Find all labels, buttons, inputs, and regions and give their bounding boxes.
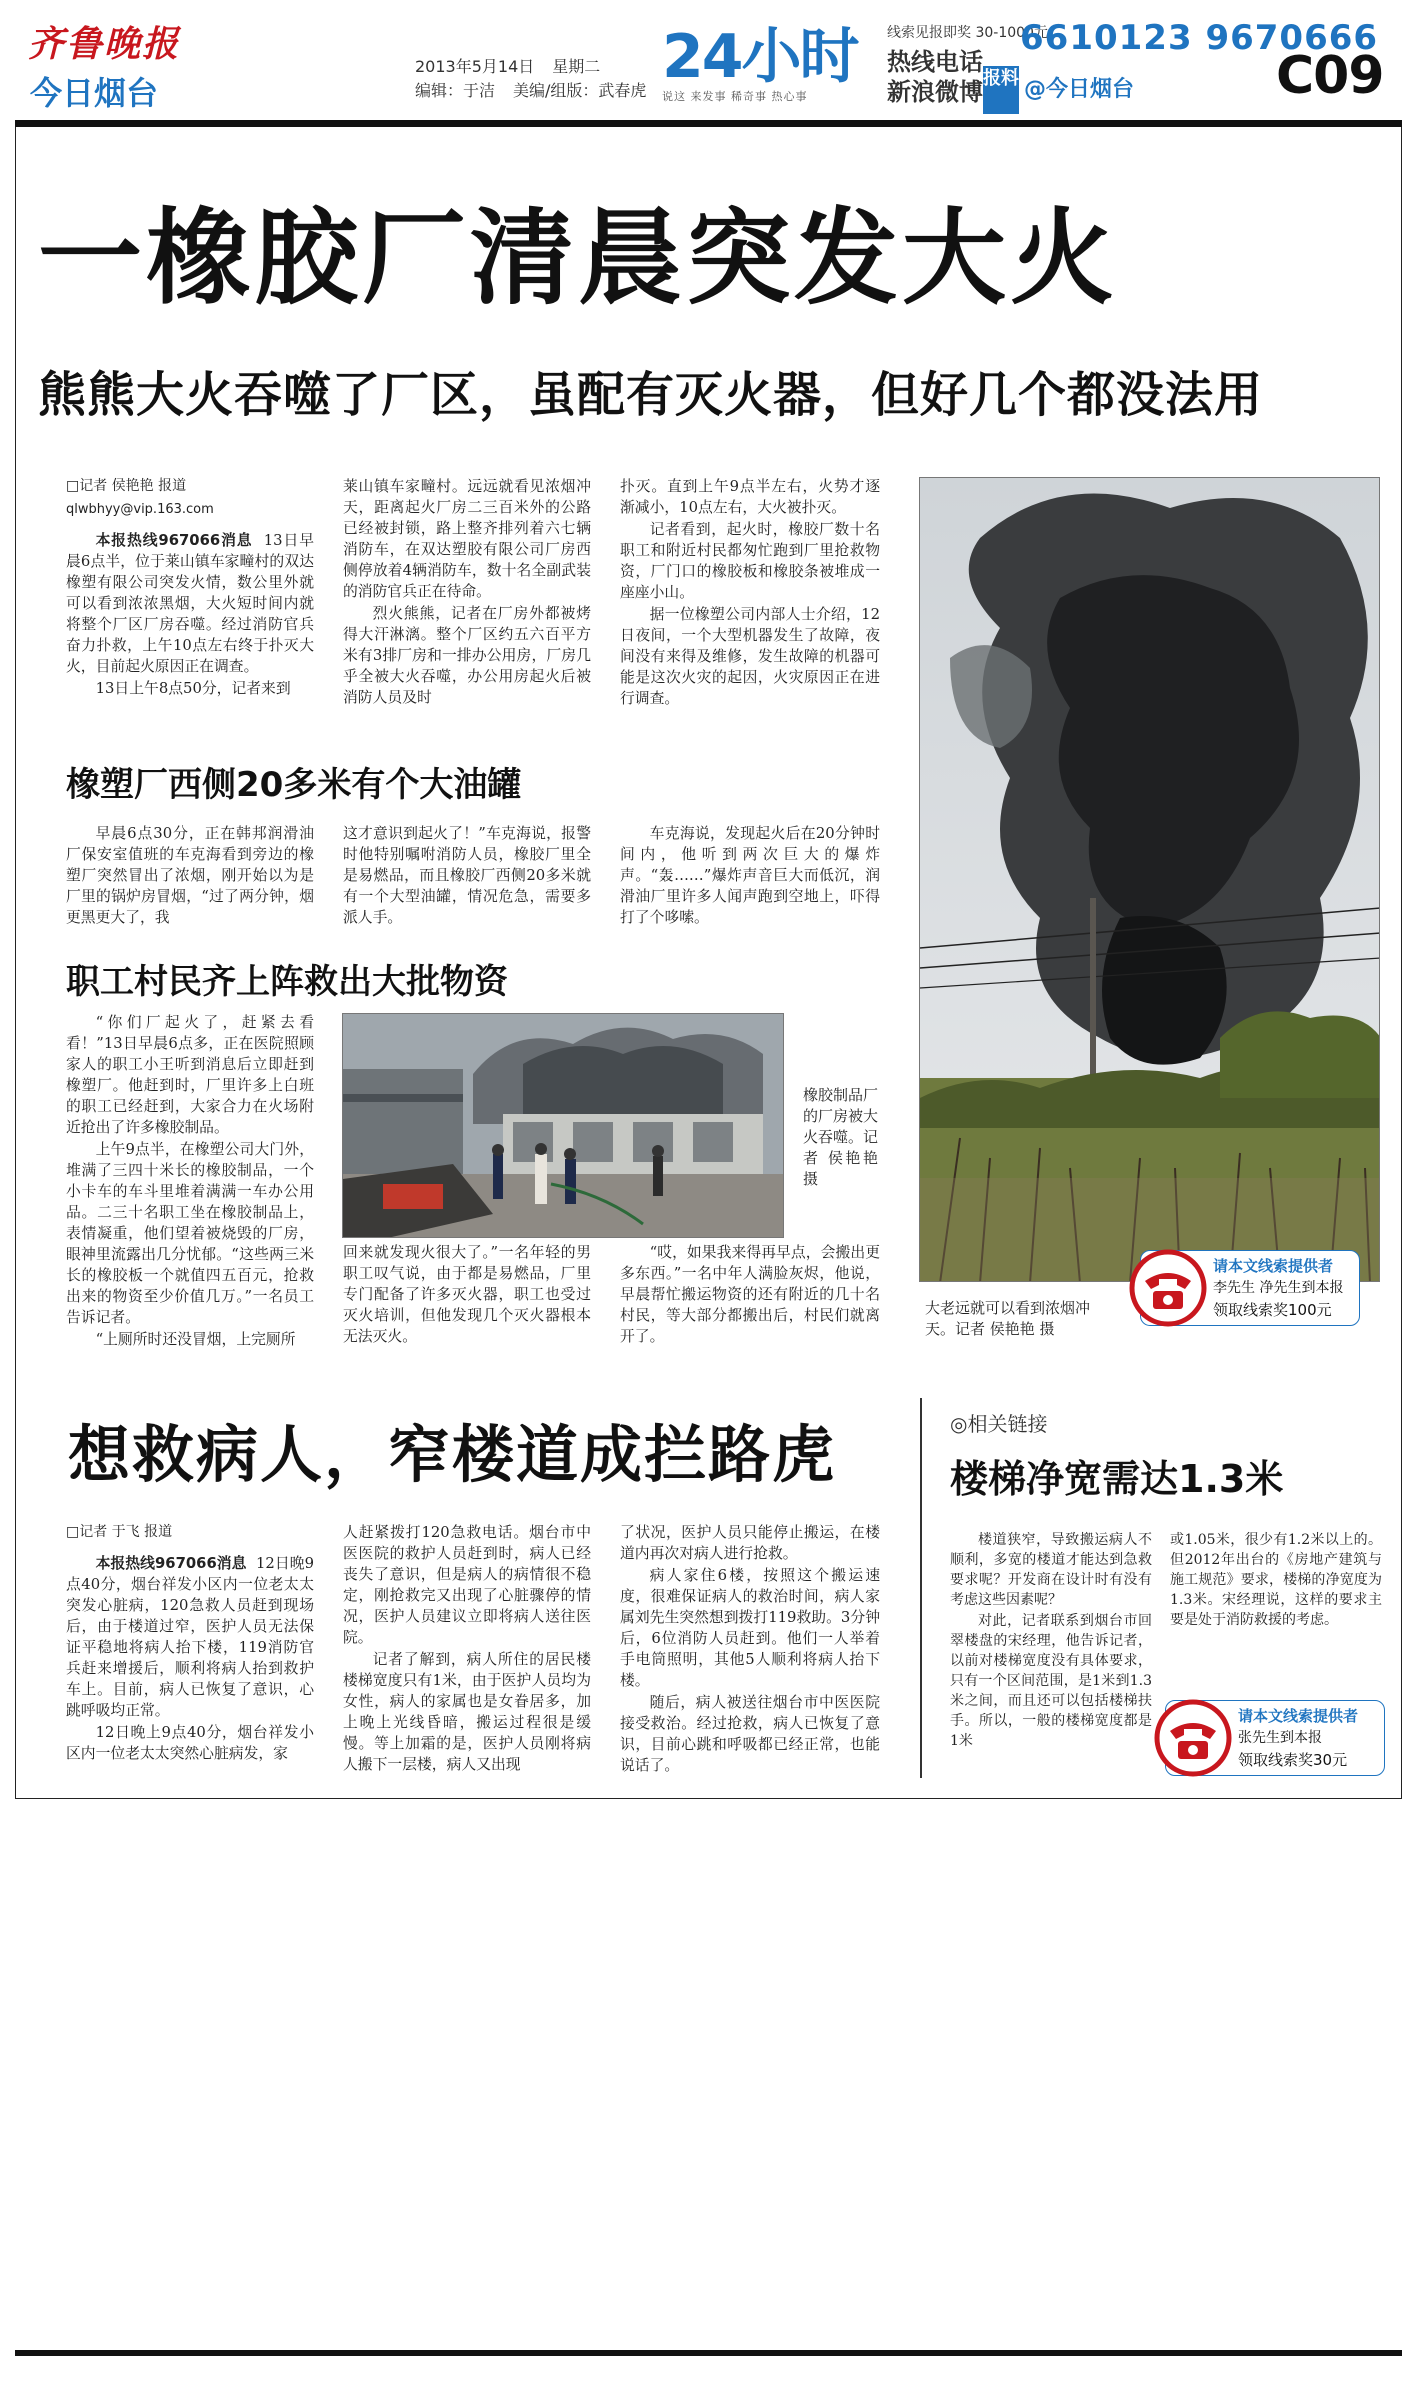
tip-reward: 领取线索奖100元 — [1213, 1301, 1332, 1319]
top-rule — [15, 120, 1402, 127]
masthead — [0, 0, 1417, 120]
main-photo-caption: 大老远就可以看到浓烟冲天。记者 侯艳艳 摄 — [925, 1299, 1091, 1338]
issue-meta — [415, 55, 664, 103]
story2-paragraph — [66, 1553, 314, 1721]
hotline-note: 线索见报即奖 30-1000元 — [887, 25, 1048, 41]
fire-smoke-photo — [919, 477, 1380, 1282]
section-logo-text: 24小时 — [662, 22, 858, 92]
sub1-paragraph: 车克海说，发现起火后在20分钟时间内，他听到两次巨大的爆炸声。“轰……”爆炸声音巨大而低沉，润滑油厂里许多人闻声跑到空地上，吓得打了个哆嗦。 — [620, 825, 880, 926]
story2-column-1 — [66, 1522, 314, 1765]
section-logo-slogan: 说这 来发事 稀奇事 热心事 — [662, 90, 808, 103]
story1-column-2 — [343, 476, 591, 709]
related-paragraph: 或1.05米，很少有1.2米以上的。但2012年出台的《房地产建筑与施工规范》要求，楼梯的净宽度为1.3米。宋经理说，这样的要求主要是处于消防救援的考虑。 — [1170, 1532, 1382, 1628]
tip-name: 李先生 净先生到本报 — [1213, 1280, 1344, 1296]
weibo-handle: @今日烟台 — [1024, 77, 1135, 102]
story1-paragraph: 莱山镇车家疃村。远远就看见浓烟冲天，距离起火厂房二三百米外的公路已经被封锁，路上整齐排列着六七辆消防车，在双达塑胶有限公司厂房西侧停放着4辆消防车，数十名全副武装的消防官兵正在待命。 — [343, 478, 591, 600]
tip-title: 请本文线索提供者 — [1213, 1257, 1334, 1275]
tip-reward: 领取线索奖30元 — [1238, 1751, 1348, 1769]
story1-paragraph: 13日上午8点50分，记者来到 — [95, 680, 291, 697]
story1-paragraph: 据一位橡塑公司内部人士介绍，12日夜间，一个大型机器发生了故障，夜间没有来得及维修，发生故障的机器可能是这次火灾的起因，火灾原因正在进行调查。 — [620, 606, 880, 707]
sub2-column-3 — [620, 1242, 880, 1348]
sidebar-divider — [920, 1398, 922, 1778]
story1-column-1 — [66, 476, 314, 700]
hotline-numbers: 6610123 9670666 — [1020, 18, 1379, 58]
tip-name: 张先生到本报 — [1238, 1730, 1322, 1746]
related-paragraph: 楼道狭窄，导致搬运病人不顺利，多宽的楼道才能达到急救要求呢？开发商在设计时有没有考虑这些因素呢？ — [950, 1532, 1152, 1608]
section-logo-24h — [662, 22, 858, 104]
related-link-title: 楼梯净宽需达1.3米 — [950, 1457, 1284, 1501]
story1-byline: □记者 侯艳艳 报道 — [66, 478, 187, 494]
issue-date: 2013年5月14日 — [415, 57, 535, 76]
related-column-1 — [950, 1530, 1152, 1752]
sub2-paragraph: “上厕所时还没冒烟，上完厕所 — [95, 1331, 296, 1348]
inset-photo-caption: 橡胶制品厂的厂房被大火吞噬。记者 侯艳艳 摄 — [803, 1086, 879, 1188]
story1-lead: 本报热线967066消息 — [95, 532, 253, 549]
related-paragraph: 对此，记者联系到烟台市回翠楼盘的宋经理，他告诉记者，以前对楼梯宽度没有具体要求，只有一个区间范围，是1米到1.3米之间，而且还可以包括楼梯扶手。所以，一般的楼梯宽度都是1米 — [950, 1613, 1152, 1749]
story2-paragraph: 了状况，医护人员只能停止搬运，在楼道内再次对病人进行抢救。 — [620, 1524, 880, 1562]
subsection-title-oil-tank: 橡塑厂西侧20多米有个大油罐 — [66, 765, 522, 805]
main-subhead: 熊熊大火吞噬了厂区，虽配有灭火器，但好几个都没法用 — [38, 367, 1264, 423]
section-name: 今日烟台 — [30, 74, 159, 112]
sub1-paragraph: 早晨6点30分，正在韩邦润滑油厂保安室值班的车克海看到旁边的橡塑厂突然冒出了浓烟，刚开始以为是厂里的锅炉房冒烟，“过了两分钟，烟更黑更大了，我 — [66, 825, 314, 926]
sub2-column-2 — [343, 1242, 591, 1348]
story1-email: qlwbhyy@vip.163.com — [66, 502, 214, 517]
sub1-column-1 — [66, 823, 314, 929]
newspaper-logo: 齐鲁晚报 — [28, 23, 181, 65]
bottom-rule — [15, 2350, 1402, 2356]
issue-weekday: 星期二 — [552, 57, 601, 76]
story1-paragraph — [66, 530, 314, 677]
related-link-tag: ◎相关链接 — [950, 1412, 1048, 1436]
phone-reward-icon — [1152, 1697, 1234, 1779]
weibo-label: 新浪微博 — [887, 78, 983, 106]
tip-title: 请本文线索提供者 — [1238, 1707, 1359, 1725]
subsection-title-rescue: 职工村民齐上阵救出大批物资 — [66, 962, 508, 1002]
story2-paragraph: 记者了解到，病人所住的居民楼楼梯宽度只有1米，由于医护人员均为女性，病人的家属也是女眷居多，加上晚上光线昏暗，搬运过程很是缓慢。等上加霜的是，医护人员刚将病人搬下一层楼，病人又出现 — [343, 1651, 591, 1773]
story2-paragraph: 病人家住6楼，按照这个搬运速度，很难保证病人的救治时间，病人家属刘先生突然想到拨打119救助。3分钟后，6位消防人员赶到。他们一人举着手电筒照明，其他5人顺利将病人抬下楼。 — [620, 1567, 880, 1689]
sub1-column-3 — [620, 823, 880, 929]
art-editor-credit: 美编/组版：武春虎 — [513, 81, 647, 100]
story2-paragraph: 人赶紧拨打120急救电话。烟台市中医医院的救护人员赶到时，病人已经丧失了意识，但是病人的病情很不稳定，刚抢救完又出现了心脏骤停的情况，医护人员建议立即将病人送往医院。 — [343, 1524, 591, 1646]
story1-paragraph: 扑灭。直到上午9点半左右，火势才逐渐减小，10点左右，大火被扑灭。 — [620, 478, 880, 516]
phone-reward-icon — [1127, 1247, 1209, 1329]
sub2-paragraph: “你们厂起火了，赶紧去看看！”13日早晨6点多，正在医院照顾家人的职工小王听到消息后立即赶到橡塑厂。他赶到时，厂里许多上白班的职工已经赶到，大家合力在火场附近抢出了许多橡胶制品。 — [66, 1014, 314, 1136]
factory-rescue-photo — [342, 1013, 784, 1238]
editor-credit: 编辑：于洁 — [415, 81, 496, 100]
tip-reward-box-2 — [1165, 1700, 1385, 1776]
factory-rescue-photo-art — [343, 1014, 784, 1238]
story2-column-2 — [343, 1522, 591, 1776]
story1-column-3 — [620, 476, 880, 710]
sub2-paragraph: “哎，如果我来得再早点，会搬出更多东西。”一名中年人满脸灰烬，他说，早晨帮忙搬运物资的还有附近的几十名村民，等大部分都搬出后，村民们就离开了。 — [620, 1244, 880, 1345]
story1-paragraph: 记者看到，起火时，橡胶厂数十名职工和附近村民都匆忙跑到厂里抢救物资，厂门口的橡胶板和橡胶条被堆成一座座小山。 — [620, 521, 880, 601]
story2-text: 12日晚9点40分，烟台祥发小区内一位老太太突发心脏病，120急救人员赶到现场后，由于楼道过窄，医护人员无法保证平稳地将病人抬下楼，119消防官兵赶来增援后，顺利将病人抬到救护车上。目前，病人已恢复了意识，心跳呼吸均正常。 — [66, 1555, 314, 1719]
sub2-paragraph: 上午9点半，在橡塑公司大门外，堆满了三四十米长的橡胶制品，一个小卡车的车斗里堆着满满一车办公用品。二三十名职工坐在橡胶制品上，表情凝重，他们望着被烧毁的厂房，眼神里流露出几分忧郁。“这些两三米长的橡胶板一个就值四五百元，抢救出来的物资至少价值几万。”一名员工告诉记者。 — [66, 1141, 314, 1326]
story2-paragraph: 12日晚上9点40分，烟台祥发小区内一位老太太突然心脏病发，家 — [66, 1724, 314, 1762]
related-column-2 — [1170, 1530, 1382, 1631]
page-number: C09 — [1276, 46, 1384, 106]
story2-column-3 — [620, 1522, 880, 1777]
hotline-label: 热线电话 — [887, 48, 983, 76]
sub2-column-1 — [66, 1012, 314, 1351]
sub2-paragraph: 回来就发现火很大了。”一名年轻的男职工叹气说，由于都是易燃品，厂里专门配备了许多灭火器，职工也受过灭火培训，但他发现几个灭火器根本无法灭火。 — [343, 1244, 591, 1345]
story1-text: 13日早晨6点半，位于莱山镇车家疃村的双达橡塑有限公司突发火情，数公里外就可以看到浓浓黑烟，大火短时间内就将整个厂区厂房吞噬。经过消防官兵奋力扑救，上午10点左右终于扑灭大火，目前起火原因正在调查。 — [66, 532, 314, 675]
second-headline: 想救病人，窄楼道成拦路虎 — [68, 1418, 837, 1491]
sub1-column-2 — [343, 823, 591, 929]
fire-smoke-photo-art — [920, 478, 1380, 1282]
story1-paragraph: 烈火熊熊，记者在厂房外都被烤得大汗淋漓。整个厂区约五六百平方米有3排厂房和一排办公用房，厂房几乎全被大火吞噬，办公用房起火后被消防人员及时 — [343, 605, 591, 706]
story2-lead: 本报热线967066消息 — [95, 1555, 247, 1572]
tip-reward-box-1 — [1140, 1250, 1360, 1326]
story2-paragraph: 随后，病人被送往烟台市中医医院接受救治。经过抢救，病人已恢复了意识，目前心跳和呼吸都已经正常，也能说话了。 — [620, 1694, 880, 1774]
baoliao-badge: 报料 — [983, 66, 1019, 114]
sub1-paragraph: 这才意识到起火了！”车克海说，报警时他特别嘱咐消防人员，橡胶厂里全是易燃品，而且橡胶厂西侧20多米就有一个大型油罐，情况危急，需要多派人手。 — [343, 825, 591, 926]
story2-byline: □记者 于飞 报道 — [66, 1524, 173, 1540]
main-headline: 一橡胶厂清晨突发大火 — [38, 197, 1119, 319]
